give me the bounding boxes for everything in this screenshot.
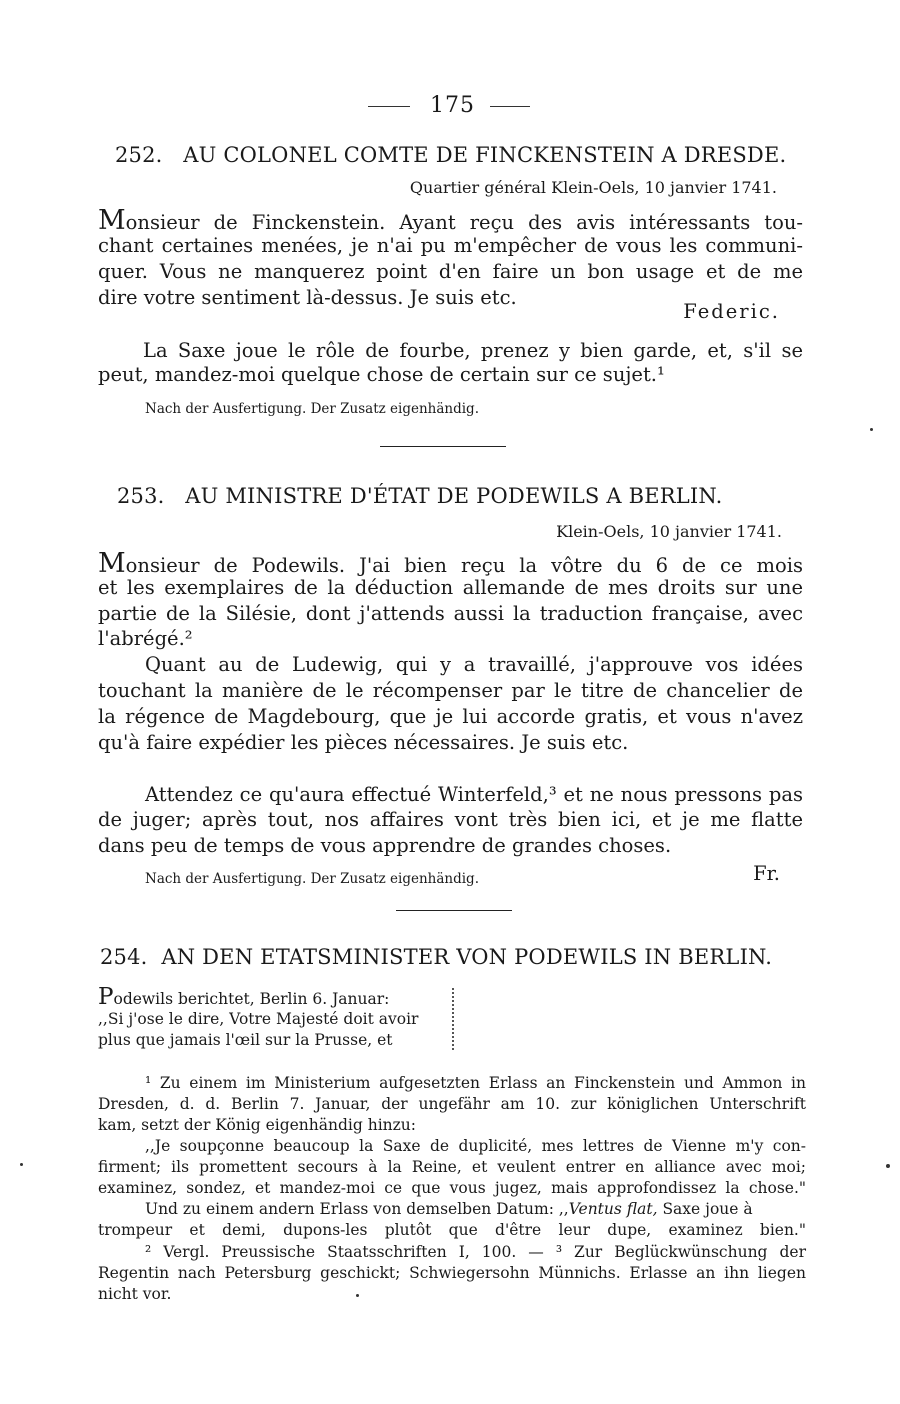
doc253-signature: Fr. bbox=[753, 862, 780, 885]
footnote-line: trompeur et demi, dupons-les plutôt que d'être leur dupe, examinez bien." bbox=[98, 1221, 806, 1239]
section-divider bbox=[380, 446, 506, 447]
doc252-postscript-line: La Saxe joue le rôle de fourbe, prenez y bien garde, et, s'il se bbox=[143, 339, 803, 362]
scan-speck bbox=[870, 428, 873, 431]
doc253-line: Monsieur de Podewils. J'ai bien reçu la vôtre du 6 de ce mois bbox=[98, 548, 803, 579]
doc254-heading bbox=[100, 945, 772, 969]
doc254-letter-line: ,,Si j'ose le dire, Votre Majesté doit avoir bbox=[98, 1010, 419, 1028]
doc254-number: 254. bbox=[100, 945, 148, 969]
doc253-postscript-line: de juger; après tout, nos affaires vont très bien ici, et je me flatte bbox=[98, 808, 803, 831]
doc254-letter-line: Podewils berichtet, Berlin 6. Januar: bbox=[98, 984, 390, 1010]
footnote-line: ² Vergl. Preussische Staatsschriften I, 100. — ³ Zur Beglückwünschung der bbox=[145, 1243, 806, 1261]
doc254-letter-line: plus que jamais l'œil sur la Prusse, et bbox=[98, 1031, 393, 1049]
doc253-line: la régence de Magdebourg, que je lui accorde gratis, et vous n'avez bbox=[98, 705, 803, 728]
doc253-postscript-line: dans peu de temps de vous apprendre de grandes choses. bbox=[98, 834, 672, 857]
doc253-source-note: Nach der Ausfertigung. Der Zusatz eigenhändig. bbox=[145, 871, 479, 887]
footnote-line: nicht vor. bbox=[98, 1285, 172, 1303]
section-divider bbox=[396, 910, 512, 911]
doc253-line-text-visible: onsieur de Podewils. J'ai bien reçu la vôtre du 6 de ce mois bbox=[125, 554, 803, 577]
doc252-title: AU COLONEL COMTE DE FINCKENSTEIN A DRESDE. bbox=[183, 143, 787, 167]
doc252-dateline: Quartier général Klein-Oels, 10 janvier 1741. bbox=[409, 178, 777, 197]
doc253-line: et les exemplaires de la déduction allemande de mes droits sur une bbox=[98, 576, 803, 599]
footnote-line: Dresden, d. d. Berlin 7. Januar, der ungefähr am 10. zur königlichen Unterschrift bbox=[98, 1095, 806, 1113]
scan-speck bbox=[356, 1294, 359, 1297]
marginal-dotted-column bbox=[452, 988, 454, 1050]
doc253-line: touchant la manière de le récompenser par le titre de chancelier de bbox=[98, 679, 803, 702]
doc253-heading bbox=[117, 484, 723, 508]
doc254-letter-text-visible: odewils berichtet, Berlin 6. Januar: bbox=[113, 990, 390, 1008]
footnote-line: Regentin nach Petersburg geschickt; Schwiegersohn Münnichs. Erlasse an ihn liegen bbox=[98, 1264, 806, 1282]
doc252-number: 252. bbox=[115, 143, 163, 167]
scan-speck bbox=[886, 1164, 890, 1168]
page-number-dash-right bbox=[490, 106, 530, 107]
doc252-line: Monsieur de Finckenstein. Ayant reçu des avis intéressants tou- bbox=[98, 205, 803, 236]
page-number-dash-left bbox=[368, 106, 410, 107]
footnote-italic-phrase: Ventus flat, bbox=[568, 1200, 658, 1218]
doc253-line: partie de la Silésie, dont j'attends aussi la traduction française, avec bbox=[98, 602, 803, 625]
doc253-dateline: Klein-Oels, 10 janvier 1741. bbox=[556, 522, 782, 541]
footnote-text: Und zu einem andern Erlass von demselben Datum: ,, bbox=[145, 1200, 569, 1218]
page-number: 175 bbox=[430, 93, 475, 118]
doc253-line: qu'à faire expédier les pièces nécessaires. Je suis etc. bbox=[98, 731, 629, 754]
doc253-line: l'abrégé.² bbox=[98, 627, 193, 650]
doc252-signature: Federic. bbox=[683, 300, 780, 323]
doc252-line: dire votre sentiment là-dessus. Je suis etc. bbox=[98, 286, 517, 309]
footnote-line: ,,Je soupçonne beaucoup la Saxe de duplicité, mes lettres de Vienne m'y con- bbox=[145, 1137, 806, 1155]
doc253-number: 253. bbox=[117, 484, 165, 508]
doc253-title: AU MINISTRE D'ÉTAT DE PODEWILS A BERLIN. bbox=[185, 484, 723, 508]
footnote-line bbox=[145, 1200, 753, 1218]
doc254-title: AN DEN ETATSMINISTER VON PODEWILS IN BERLIN. bbox=[161, 945, 773, 969]
doc252-postscript-line: peut, mandez-moi quelque chose de certain sur ce sujet.¹ bbox=[98, 363, 665, 386]
doc252-line: chant certaines menées, je n'ai pu m'empêcher de vous les communi- bbox=[98, 234, 803, 257]
doc252-line-text-visible: onsieur de Finckenstein. Ayant reçu des avis intéressants tou- bbox=[125, 211, 803, 234]
footnote-text: Saxe joue à bbox=[657, 1200, 753, 1218]
footnote-line: kam, setzt der König eigenhändig hinzu: bbox=[98, 1116, 417, 1134]
doc253-postscript-line: Attendez ce qu'aura effectué Winterfeld,³ et ne nous pressons pas bbox=[145, 783, 803, 806]
doc252-source-note: Nach der Ausfertigung. Der Zusatz eigenhändig. bbox=[145, 401, 479, 417]
doc252-line: quer. Vous ne manquerez point d'en faire un bon usage et de me bbox=[98, 260, 803, 283]
footnote-line: ¹ Zu einem im Ministerium aufgesetzten Erlass an Finckenstein und Ammon in bbox=[145, 1074, 806, 1092]
scan-speck bbox=[20, 1163, 23, 1166]
footnote-line: firment; ils promettent secours à la Reine, et veulent entrer en alliance avec moi; bbox=[98, 1158, 806, 1176]
doc252-heading bbox=[115, 143, 786, 167]
doc253-line: Quant au de Ludewig, qui y a travaillé, j'approuve vos idées bbox=[145, 653, 803, 676]
footnote-line: examinez, sondez, et mandez-moi ce que vous jugez, mais approfondissez la chose." bbox=[98, 1179, 806, 1197]
